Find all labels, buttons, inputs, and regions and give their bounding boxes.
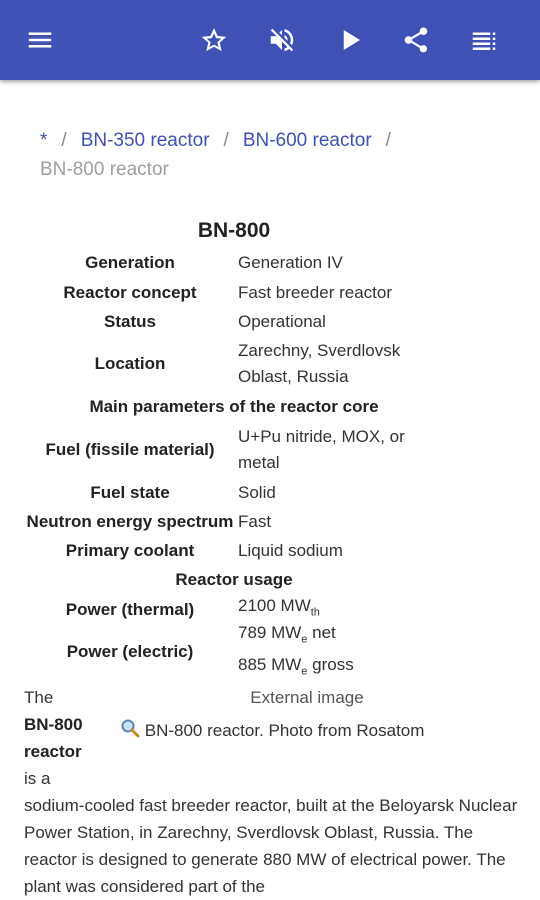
infobox-label: Reactor concept	[63, 282, 197, 302]
power-thermal-value: 2100 MW	[238, 596, 311, 616]
infobox-row	[24, 248, 444, 278]
infobox-value: Fast	[238, 511, 272, 531]
play-button[interactable]	[330, 20, 370, 60]
infobox-row	[24, 278, 444, 307]
infobox-label: Power (electric)	[66, 642, 194, 661]
breadcrumb-link-bn350[interactable]: BN-350 reactor	[80, 130, 210, 151]
infobox-section-core: Main parameters of the reactor core	[89, 397, 379, 416]
breadcrumb	[40, 126, 510, 184]
mute-button[interactable]	[262, 20, 302, 60]
infobox-label: Fuel state	[90, 482, 170, 502]
toc-list-icon	[469, 25, 499, 55]
article-body	[24, 684, 524, 900]
infobox-value: Solid	[238, 482, 276, 502]
infobox-row	[24, 422, 444, 478]
infobox-label: Power (thermal)	[65, 599, 195, 619]
lead-the: The	[24, 688, 54, 707]
infobox-label: Generation	[85, 253, 175, 272]
infobox-label: Location	[94, 354, 166, 373]
infobox-title: BN-800	[197, 219, 271, 242]
article-lead	[24, 684, 104, 792]
infobox-value: Liquid sodium	[238, 540, 343, 560]
infobox-label: Fuel (fissile material)	[45, 440, 215, 459]
power-electric-net-value: 789 MW	[238, 622, 302, 642]
infobox-value: Zarechny, Sverdlovsk Oblast, Russia	[238, 341, 401, 386]
lead-bold-title: BN-800 reactor	[24, 715, 83, 761]
power-electric-gross-suffix: gross	[307, 655, 354, 674]
infobox-value: Operational	[238, 311, 326, 331]
power-electric-gross-value: 885 MW	[238, 655, 302, 674]
power-thermal-unit-sub: th	[310, 606, 320, 619]
menu-icon	[25, 25, 55, 55]
star-outline-icon	[199, 25, 229, 55]
infobox-row	[24, 507, 444, 536]
infobox-value	[236, 620, 444, 685]
breadcrumb-separator: /	[385, 130, 391, 151]
external-image-caption: External image	[250, 688, 364, 707]
play-icon	[335, 25, 365, 55]
infobox-label: Neutron energy spectrum	[26, 511, 234, 531]
breadcrumb-separator: /	[61, 130, 67, 151]
breadcrumb-link-bn600[interactable]: BN-600 reactor	[242, 130, 372, 151]
lead-is: is a	[24, 769, 51, 788]
infobox-row	[24, 478, 444, 507]
external-image-box	[104, 684, 494, 744]
infobox-row	[24, 336, 444, 392]
power-electric-net-suffix: net	[307, 622, 336, 642]
infobox-value: Generation IV	[238, 253, 343, 272]
infobox-label: Primary coolant	[65, 540, 195, 560]
menu-button[interactable]	[20, 20, 60, 60]
breadcrumb-current: BN-800 reactor	[40, 159, 169, 180]
external-image-link[interactable]	[120, 717, 494, 744]
breadcrumb-separator: /	[223, 130, 229, 151]
infobox-section-usage: Reactor usage	[175, 570, 293, 589]
infobox-value: U+Pu nitride, MOX, or metal	[238, 427, 405, 472]
share-icon	[401, 25, 431, 55]
infobox-label: Status	[104, 311, 156, 331]
infobox-row	[24, 536, 444, 565]
power-electric-gross-sub: e	[301, 665, 308, 678]
infobox-value: Fast breeder reactor	[238, 282, 393, 302]
infobox-row	[24, 624, 444, 680]
infobox	[24, 214, 444, 680]
toc-button[interactable]	[464, 20, 504, 60]
magnifier-icon	[120, 718, 140, 738]
external-image-text: BN-800 reactor. Photo from Rosatom	[144, 721, 425, 740]
infobox-row	[24, 307, 444, 336]
article-paragraph: sodium-cooled fast breeder reactor, built at the Beloyarsk Nuclear Power Station, in Zarechny, Sverdlovsk Oblast, Russia. The reactor is designed to generate 880 MW of electrical power. The plant was considered part of the	[24, 796, 518, 896]
share-button[interactable]	[396, 20, 436, 60]
volume-off-icon	[267, 25, 297, 55]
breadcrumb-home-link[interactable]: *	[40, 130, 48, 151]
bookmark-button[interactable]	[194, 20, 234, 60]
power-electric-net-sub: e	[301, 633, 308, 645]
app-bar	[0, 0, 540, 80]
